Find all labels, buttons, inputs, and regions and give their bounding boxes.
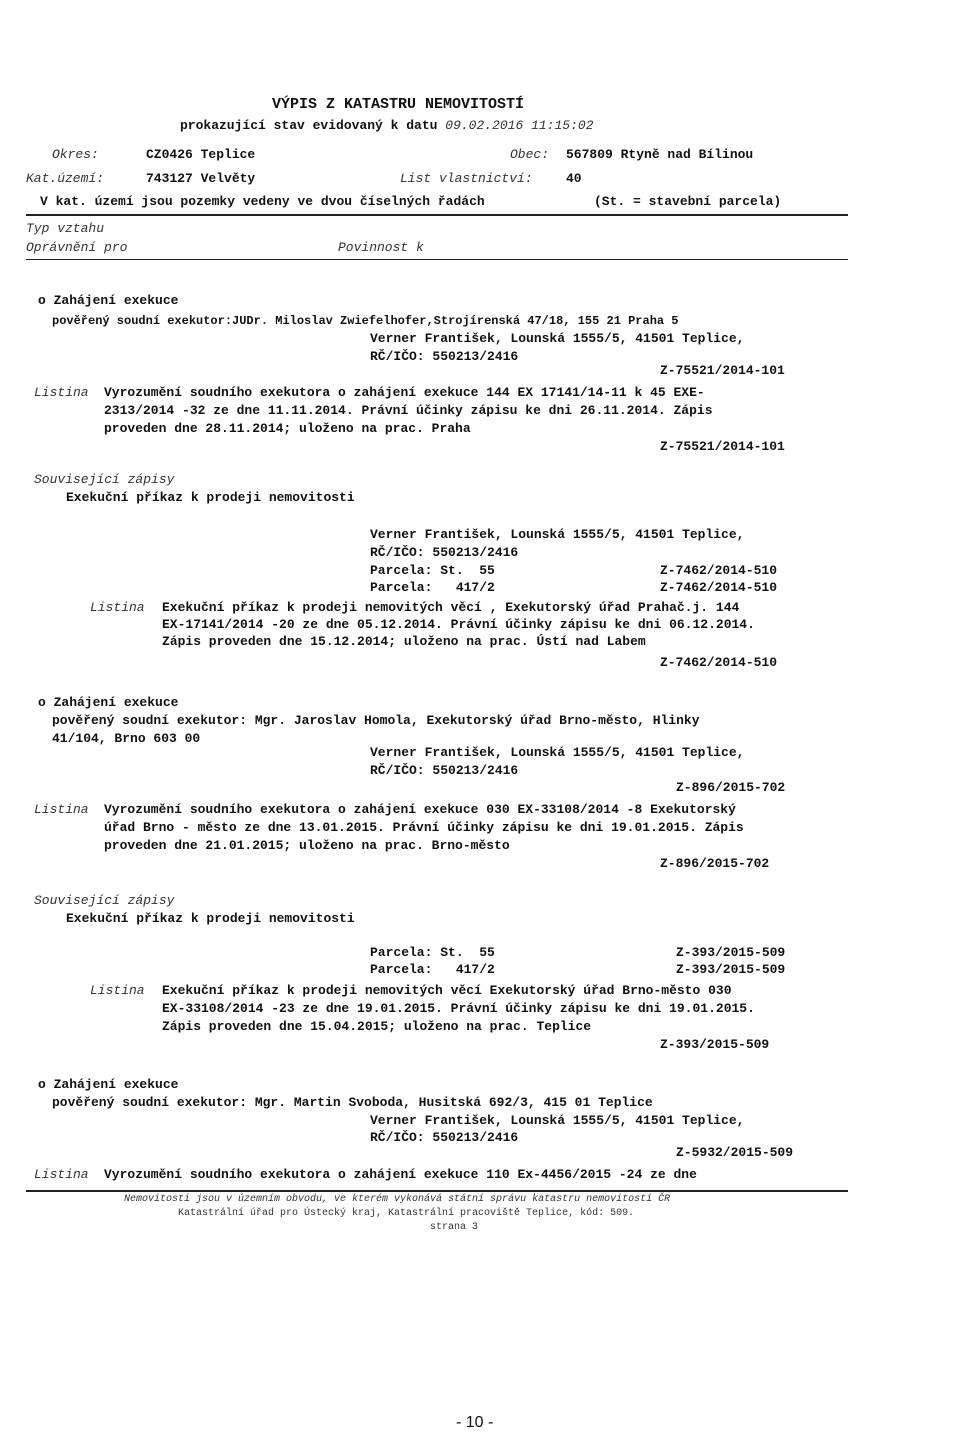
footer-line2: Katastrální úřad pro Ústecký kraj, Katastrální pracoviště Teplice, kód: 509. bbox=[178, 1208, 635, 1219]
entry3-zref: Z-5932/2015-509 bbox=[676, 1145, 794, 1160]
povinnost-k-label: Povinnost k bbox=[338, 240, 424, 255]
entry2-listina-line3: proveden dne 21.01.2015; uloženo na prac. Brno-město bbox=[104, 838, 510, 853]
entry2-listina2-line3: Zápis proveden dne 15.04.2015; uloženo na prac. Teplice bbox=[162, 1019, 592, 1034]
subtitle bbox=[180, 118, 594, 134]
entry2-parcela2-ref: Z-393/2015-509 bbox=[676, 962, 786, 977]
header-note: V kat. území jsou pozemky vedeny ve dvou číselných řadách bbox=[40, 194, 485, 209]
entry1-executor: pověřený soudní exekutor:JUDr. Miloslav Zwiefelhofer,Strojírenská 47/18, 155 21 Praha 5 bbox=[52, 314, 679, 328]
entry1-listina-ref: Z-75521/2014-101 bbox=[660, 439, 785, 454]
entry2-listina-line1: Vyrozumění soudního exekutora o zahájení exekuce 030 EX-33108/2014 -8 Exekutorský bbox=[104, 802, 736, 817]
entry1-zref: Z-75521/2014-101 bbox=[660, 363, 785, 378]
entry1-listina2-line2: EX-17141/2014 -20 ze dne 05.12.2014. Právní účinky zápisu ke dni 06.12.2014. bbox=[162, 617, 755, 632]
entry1-listina-line1: Vyrozumění soudního exekutora o zahájení exekuce 144 EX 17141/14-11 k 45 EXE- bbox=[104, 385, 705, 400]
entry2-listina-ref: Z-896/2015-702 bbox=[660, 856, 770, 871]
entry2-parcela1: Parcela: St. 55 bbox=[370, 945, 495, 960]
entry2-listina2-label: Listina bbox=[90, 983, 145, 998]
entry3-owner: Verner František, Lounská 1555/5, 41501 Teplice, bbox=[370, 1113, 745, 1128]
entry1-listina2-label: Listina bbox=[90, 600, 145, 615]
entry1-listina-line2: 2313/2014 -32 ze dne 11.11.2014. Právní účinky zápisu ke dni 26.11.2014. Zápis bbox=[104, 403, 713, 418]
opravneni-pro-label: Oprávnění pro bbox=[26, 240, 128, 255]
entry2-listina2-line1: Exekuční příkaz k prodeji nemovitých věcí Exekutorský úřad Brno-město 030 bbox=[162, 983, 732, 998]
entry3-rc: RČ/IČO: 550213/2416 bbox=[370, 1130, 519, 1145]
entry1-owner: Verner František, Lounská 1555/5, 41501 Teplice, bbox=[370, 331, 745, 346]
entry1-listina2-ref: Z-7462/2014-510 bbox=[660, 655, 778, 670]
entry3-executor: pověřený soudní exekutor: Mgr. Martin Svoboda, Husitská 692/3, 415 01 Teplice bbox=[52, 1095, 653, 1110]
entry1-rc: RČ/IČO: 550213/2416 bbox=[370, 349, 519, 364]
entry2-parcela1-ref: Z-393/2015-509 bbox=[676, 945, 786, 960]
entry1-parcela1-ref: Z-7462/2014-510 bbox=[660, 563, 778, 578]
entry1-listina-line3: proveden dne 28.11.2014; uloženo na prac. Praha bbox=[104, 421, 471, 436]
entry2-executor-line1: pověřený soudní exekutor: Mgr. Jaroslav Homola, Exekutorský úřad Brno-město, Hlinky bbox=[52, 713, 700, 728]
typ-vztahu-label: Typ vztahu bbox=[26, 221, 105, 236]
entry3-listina-line1: Vyrozumění soudního exekutora o zahájení exekuce 110 Ex-4456/2015 -24 ze dne bbox=[104, 1167, 697, 1182]
entry1-owner2: Verner František, Lounská 1555/5, 41501 Teplice, bbox=[370, 527, 745, 542]
entry1-listina2-line3: Zápis proveden dne 15.12.2014; uloženo na prac. Ústí nad Labem bbox=[162, 634, 646, 649]
columns-rule bbox=[26, 259, 848, 260]
entry2-zref: Z-896/2015-702 bbox=[676, 780, 786, 795]
obec-value: 567809 Rtyně nad Bílinou bbox=[566, 147, 754, 162]
lv-value: 40 bbox=[566, 171, 582, 186]
katuzemi-label: Kat.území: bbox=[26, 171, 105, 186]
entry1-listina-label: Listina bbox=[34, 385, 89, 400]
entry2-rc: RČ/IČO: 550213/2416 bbox=[370, 763, 519, 778]
entry2-parcela2: Parcela: 417/2 bbox=[370, 962, 495, 977]
entry2-owner: Verner František, Lounská 1555/5, 41501 Teplice, bbox=[370, 745, 745, 760]
entry1-souvisejici-label: Související zápisy bbox=[34, 472, 175, 487]
entry3-bullet: o Zahájení exekuce bbox=[38, 1077, 179, 1092]
entry1-parcela1: Parcela: St. 55 bbox=[370, 563, 495, 578]
entry3-listina-label: Listina bbox=[34, 1167, 89, 1182]
footer-strana: strana 3 bbox=[430, 1222, 479, 1233]
footer-rule bbox=[26, 1190, 848, 1192]
obec-label: Obec: bbox=[510, 147, 550, 162]
entry2-listina2-ref: Z-393/2015-509 bbox=[660, 1037, 770, 1052]
entry2-listina-line2: úřad Brno - město ze dne 13.01.2015. Právní účinky zápisu ke dni 19.01.2015. Zápis bbox=[104, 820, 744, 835]
entry1-listina2-line1: Exekuční příkaz k prodeji nemovitých věcí , Exekutorský úřad Prahač.j. 144 bbox=[162, 600, 740, 615]
page-title: VÝPIS Z KATASTRU NEMOVITOSTÍ bbox=[272, 96, 525, 113]
page-number: - 10 - bbox=[456, 1414, 494, 1431]
katuzemi-value: 743127 Velvěty bbox=[146, 171, 256, 186]
okres-label: Okres: bbox=[52, 147, 99, 162]
entry1-rc2: RČ/IČO: 550213/2416 bbox=[370, 545, 519, 560]
footer-line1: Nemovitosti jsou v územním obvodu, ve kterém vykonává státní správu katastru nemovitostí ČR bbox=[124, 1194, 671, 1205]
entry1-bullet: o Zahájení exekuce bbox=[38, 293, 179, 308]
entry2-listina2-line2: EX-33108/2014 -23 ze dne 19.01.2015. Právní účinky zápisu ke dni 19.01.2015. bbox=[162, 1001, 755, 1016]
entry2-listina-label: Listina bbox=[34, 802, 89, 817]
subtitle-date: 09.02.2016 11:15:02 bbox=[445, 118, 594, 133]
okres-value: CZ0426 Teplice bbox=[146, 147, 256, 162]
entry1-parcela2: Parcela: 417/2 bbox=[370, 580, 495, 595]
entry1-prikaz: Exekuční příkaz k prodeji nemovitosti bbox=[66, 490, 355, 505]
subtitle-label: prokazující stav evidovaný k datu bbox=[180, 118, 438, 133]
entry2-souvisejici-label: Související zápisy bbox=[34, 893, 175, 908]
entry2-executor-line2: 41/104, Brno 603 00 bbox=[52, 731, 201, 746]
entry2-prikaz: Exekuční příkaz k prodeji nemovitosti bbox=[66, 911, 355, 926]
entry1-parcela2-ref: Z-7462/2014-510 bbox=[660, 580, 778, 595]
header-rule bbox=[26, 214, 848, 216]
lv-label: List vlastnictví: bbox=[400, 171, 533, 186]
header-note-right: (St. = stavební parcela) bbox=[594, 194, 782, 209]
entry2-bullet: o Zahájení exekuce bbox=[38, 695, 179, 710]
